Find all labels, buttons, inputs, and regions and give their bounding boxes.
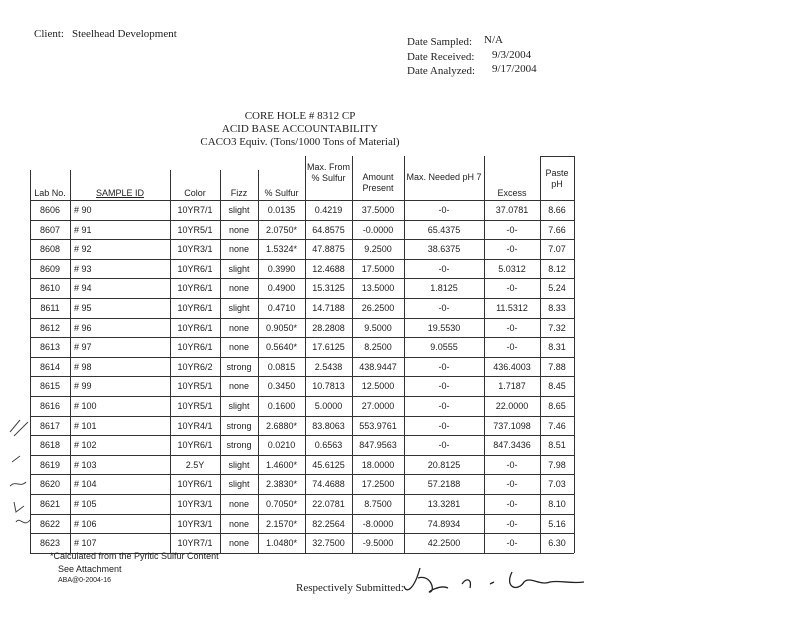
cell-fizz: strong [226, 361, 252, 372]
cell-excess: 37.0781 [495, 205, 529, 215]
cell-lab-no: 8620 [39, 479, 61, 490]
cell-max-needed-ph7: -0- [438, 440, 450, 451]
cell-fizz: strong [226, 440, 252, 451]
cell-pct-sulfur: 0.0135 [267, 205, 296, 215]
cell-paste-ph: 8.31 [548, 342, 566, 353]
cell-paste-ph: 8.65 [548, 401, 566, 411]
cell-fizz: strong [226, 420, 252, 431]
table-rule [30, 455, 574, 456]
col-header-sample-id: SAMPLE ID [95, 188, 144, 198]
cell-fizz: slight [228, 205, 250, 215]
cell-amount-present: 27.0000 [361, 401, 395, 411]
cell-pct-sulfur: 0.1600 [267, 401, 296, 411]
cell-max-needed-ph7: 19.5530 [427, 322, 461, 333]
cell-amount-present: -0.0000 [362, 224, 394, 235]
col-header-pct-sulfur: % Sulfur [264, 188, 299, 198]
cell-max-from-sulfur: 83.8063 [312, 420, 345, 431]
margin-marks [4, 410, 44, 540]
cell-amount-present: 17.2500 [361, 479, 395, 490]
cell-max-from-sulfur: 64.8575 [312, 224, 345, 235]
cell-lab-no: 8616 [39, 401, 61, 411]
table-rule [30, 435, 574, 436]
cell-paste-ph: 8.51 [548, 440, 566, 451]
col-header-lab-no: Lab No. [34, 188, 66, 198]
cell-fizz: none [228, 381, 250, 392]
table-rule [404, 156, 405, 553]
cell-amount-present: 26.2500 [361, 303, 395, 313]
cell-pct-sulfur: 2.0750* [265, 224, 298, 235]
cell-pct-sulfur: 1.4600* [265, 459, 298, 470]
cell-lab-no: 8618 [39, 440, 61, 451]
cell-fizz: none [228, 244, 250, 255]
cell-max-from-sulfur: 12.4688 [312, 263, 345, 274]
cell-pct-sulfur: 0.3990 [267, 263, 296, 274]
cell-fizz: none [228, 518, 250, 529]
cell-excess: -0- [506, 342, 518, 353]
cell-paste-ph: 7.07 [548, 244, 566, 255]
cell-paste-ph: 7.46 [548, 420, 566, 431]
cell-lab-no: 8621 [39, 499, 61, 509]
cell-max-from-sulfur: 28.2808 [312, 322, 345, 333]
cell-max-from-sulfur: 22.0781 [312, 499, 345, 509]
table-rule [352, 156, 353, 553]
cell-sample-id: # 99 [74, 381, 92, 392]
cell-lab-no: 8622 [39, 518, 61, 529]
title-aba: ACID BASE ACCOUNTABILITY [221, 123, 379, 135]
cell-paste-ph: 8.12 [548, 263, 566, 274]
cell-max-needed-ph7: 1.8125 [430, 283, 458, 294]
cell-sample-id: # 102 [74, 440, 97, 451]
cell-pct-sulfur: 0.4900 [267, 283, 296, 294]
table-rule [484, 156, 485, 553]
cell-max-from-sulfur: 45.6125 [312, 459, 345, 470]
cell-sample-id: # 106 [74, 518, 97, 529]
signature [400, 560, 600, 600]
cell-max-from-sulfur: 82.2564 [312, 518, 345, 529]
cell-max-from-sulfur: 15.3125 [312, 283, 345, 294]
cell-max-needed-ph7: -0- [438, 420, 450, 431]
cell-max-needed-ph7: -0- [438, 401, 450, 411]
cell-sample-id: # 95 [74, 303, 92, 313]
col-header-max-from-sulfur: Max. From % Sulfur [306, 162, 350, 183]
cell-pct-sulfur: 0.4710 [267, 303, 296, 313]
cell-excess: 5.0312 [498, 263, 526, 274]
cell-sample-id: # 98 [74, 361, 92, 372]
client-name: Steelhead Development [72, 28, 177, 40]
table-rule [30, 357, 574, 358]
table-rule [30, 494, 574, 495]
table-rule [30, 376, 574, 377]
cell-fizz: none [228, 283, 250, 294]
table-rule [30, 200, 574, 201]
cell-color: 10YR6/1 [177, 342, 213, 353]
cell-sample-id: # 105 [74, 499, 97, 509]
cell-excess: -0- [506, 538, 518, 549]
col-header-color: Color [184, 188, 206, 198]
col-header-fizz: Fizz [230, 188, 248, 198]
date-received-label: Date Received: [407, 51, 475, 63]
cell-color: 10YR3/1 [177, 518, 213, 529]
see-attachment: See Attachment [58, 564, 122, 574]
table-rule [30, 514, 574, 515]
cell-max-from-sulfur: 32.7500 [312, 538, 345, 549]
table-rule [30, 278, 574, 279]
title-caco3: CACO3 Equiv. (Tons/1000 Tons of Material) [200, 136, 400, 148]
date-sampled-value: N/A [484, 34, 503, 46]
cell-lab-no: 8611 [40, 303, 60, 313]
table-rule [30, 474, 574, 475]
cell-sample-id: # 107 [74, 538, 97, 549]
cell-fizz: slight [228, 303, 250, 313]
client-label: Client: [34, 28, 64, 40]
cell-lab-no: 8617 [39, 420, 61, 431]
cell-excess: -0- [506, 499, 518, 509]
cell-max-needed-ph7: -0- [438, 205, 450, 215]
cell-pct-sulfur: 0.3450 [267, 381, 296, 392]
title-core-hole: CORE HOLE # 8312 CP [244, 110, 356, 122]
cell-max-needed-ph7: -0- [438, 361, 450, 372]
cell-color: 10YR5/1 [177, 401, 213, 411]
cell-lab-no: 8607 [39, 224, 61, 235]
cell-amount-present: 847.9563 [359, 440, 397, 451]
cell-sample-id: # 91 [74, 224, 92, 235]
cell-sample-id: # 94 [74, 283, 92, 294]
cell-sample-id: # 90 [74, 205, 92, 215]
cell-pct-sulfur: 0.9050* [265, 322, 298, 333]
col-header-excess: Excess [497, 188, 527, 198]
document-code: ABA@0-2004-16 [58, 577, 112, 584]
cell-max-from-sulfur: 5.0000 [314, 401, 343, 411]
cell-lab-no: 8614 [39, 361, 61, 372]
cell-amount-present: 17.5000 [361, 263, 395, 274]
cell-pct-sulfur: 0.7050* [265, 499, 298, 509]
cell-color: 10YR3/1 [177, 499, 213, 509]
cell-lab-no: 8606 [39, 205, 61, 215]
cell-excess: -0- [506, 479, 518, 490]
cell-color: 10YR7/1 [177, 205, 213, 215]
col-header-amount-present: Amount Present [362, 172, 394, 193]
cell-max-needed-ph7: 38.6375 [427, 244, 461, 255]
cell-excess: -0- [506, 244, 518, 255]
cell-color: 10YR5/1 [177, 381, 213, 392]
cell-max-needed-ph7: -0- [438, 263, 450, 274]
date-received-value: 9/3/2004 [492, 49, 532, 61]
cell-pct-sulfur: 1.5324* [265, 244, 298, 255]
cell-lab-no: 8612 [39, 322, 61, 333]
cell-fizz: slight [228, 479, 250, 490]
cell-fizz: none [228, 342, 250, 353]
cell-max-needed-ph7: 65.4375 [427, 224, 461, 235]
cell-max-from-sulfur: 47.8875 [312, 244, 345, 255]
cell-paste-ph: 8.33 [548, 303, 566, 313]
cell-sample-id: # 103 [74, 459, 97, 470]
cell-excess: -0- [506, 518, 518, 529]
cell-color: 10YR3/1 [177, 244, 213, 255]
cell-max-needed-ph7: -0- [438, 381, 450, 392]
cell-max-from-sulfur: 0.6563 [314, 440, 343, 451]
cell-max-needed-ph7: 9.0555 [430, 342, 458, 353]
cell-excess: -0- [506, 283, 518, 294]
cell-pct-sulfur: 2.3830* [265, 479, 298, 490]
footnote: *Calculated from the Pyritic Sulfur Content [50, 551, 219, 561]
cell-pct-sulfur: 2.1570* [265, 518, 298, 529]
cell-amount-present: -9.5000 [362, 538, 394, 549]
cell-max-from-sulfur: 2.5438 [314, 361, 343, 372]
cell-sample-id: # 101 [74, 420, 97, 431]
cell-pct-sulfur: 0.5640* [265, 342, 298, 353]
cell-paste-ph: 5.24 [548, 283, 566, 294]
date-analyzed-value: 9/17/2004 [492, 63, 537, 75]
date-analyzed-label: Date Analyzed: [407, 65, 476, 77]
cell-max-needed-ph7: 74.8934 [427, 518, 461, 529]
cell-max-needed-ph7: -0- [438, 303, 450, 313]
cell-color: 2.5Y [185, 459, 205, 470]
cell-amount-present: 18.0000 [361, 459, 395, 470]
cell-paste-ph: 6.30 [548, 538, 566, 549]
cell-lab-no: 8619 [39, 459, 61, 470]
cell-max-needed-ph7: 20.8125 [427, 459, 461, 470]
cell-paste-ph: 7.03 [548, 479, 566, 490]
table-rule [30, 416, 574, 417]
cell-color: 10YR6/1 [177, 440, 213, 451]
cell-color: 10YR6/1 [177, 322, 213, 333]
cell-excess: 737.1098 [493, 420, 531, 431]
cell-excess: -0- [506, 224, 518, 235]
cell-amount-present: 8.2500 [364, 342, 392, 353]
cell-paste-ph: 8.66 [548, 205, 566, 215]
col-header-paste-ph: Paste pH [545, 168, 569, 189]
table-rule [30, 220, 574, 221]
cell-paste-ph: 7.32 [548, 322, 566, 333]
cell-excess: 11.5312 [496, 303, 528, 313]
cell-excess: 1.7187 [498, 381, 526, 392]
cell-amount-present: 8.7500 [364, 499, 392, 509]
cell-lab-no: 8608 [39, 244, 61, 255]
cell-amount-present: -8.0000 [362, 518, 394, 529]
cell-lab-no: 8615 [39, 381, 61, 392]
cell-max-from-sulfur: 14.7188 [312, 303, 345, 313]
cell-amount-present: 438.9447 [359, 361, 397, 372]
cell-fizz: none [228, 224, 250, 235]
submitted-label: Respectively Submitted: [296, 582, 404, 594]
table-rule [540, 156, 541, 553]
cell-sample-id: # 97 [74, 342, 92, 353]
cell-color: 10YR6/2 [177, 361, 213, 372]
cell-paste-ph: 8.45 [548, 381, 566, 392]
cell-excess: -0- [506, 459, 518, 470]
cell-sample-id: # 96 [74, 322, 92, 333]
cell-max-from-sulfur: 10.7813 [312, 381, 345, 392]
cell-lab-no: 8610 [39, 283, 61, 294]
table-rule [30, 337, 574, 338]
cell-sample-id: # 93 [74, 263, 92, 274]
cell-max-needed-ph7: 42.2500 [427, 538, 461, 549]
cell-sample-id: # 104 [74, 479, 97, 490]
cell-pct-sulfur: 0.0815 [267, 361, 296, 372]
cell-paste-ph: 5.16 [548, 518, 566, 529]
cell-fizz: slight [228, 459, 250, 470]
cell-color: 10YR6/1 [177, 283, 213, 294]
cell-max-needed-ph7: 13.3281 [427, 499, 461, 509]
cell-excess: 847.3436 [493, 440, 531, 451]
table-rule [30, 396, 574, 397]
cell-excess: 22.0000 [495, 401, 529, 411]
table-rule [540, 156, 574, 157]
cell-amount-present: 12.5000 [361, 381, 395, 392]
cell-paste-ph: 8.10 [548, 499, 566, 509]
cell-max-from-sulfur: 0.4219 [314, 205, 343, 215]
cell-sample-id: # 100 [74, 401, 97, 411]
table-rule [30, 533, 574, 534]
cell-color: 10YR4/1 [177, 420, 213, 431]
cell-excess: -0- [506, 322, 518, 333]
cell-amount-present: 13.5000 [361, 283, 395, 294]
cell-amount-present: 553.9761 [359, 420, 397, 431]
cell-lab-no: 8623 [39, 538, 61, 549]
table-rule [30, 239, 574, 240]
date-sampled-label: Date Sampled: [407, 36, 473, 48]
cell-fizz: slight [228, 263, 250, 274]
cell-lab-no: 8613 [39, 342, 61, 353]
cell-paste-ph: 7.88 [548, 361, 566, 372]
cell-pct-sulfur: 1.0480* [265, 538, 298, 549]
table-rule [30, 298, 574, 299]
cell-pct-sulfur: 0.0210 [267, 440, 296, 451]
cell-pct-sulfur: 2.6880* [265, 420, 298, 431]
cell-amount-present: 9.2500 [364, 244, 392, 255]
cell-amount-present: 37.5000 [361, 205, 395, 215]
table-rule [305, 156, 306, 553]
cell-fizz: none [228, 322, 250, 333]
cell-paste-ph: 7.98 [548, 459, 566, 470]
cell-fizz: slight [228, 401, 250, 411]
table-rule [30, 259, 574, 260]
cell-lab-no: 8609 [39, 263, 61, 274]
cell-max-needed-ph7: 57.2188 [427, 479, 461, 490]
cell-color: 10YR6/1 [177, 263, 213, 274]
cell-color: 10YR7/1 [177, 538, 213, 549]
cell-color: 10YR5/1 [177, 224, 213, 235]
cell-color: 10YR6/1 [177, 303, 213, 313]
cell-paste-ph: 7.66 [548, 224, 566, 235]
cell-excess: 436.4003 [493, 361, 531, 372]
cell-max-from-sulfur: 17.6125 [312, 342, 345, 353]
table-rule [30, 318, 574, 319]
col-header-max-needed-ph7: Max. Needed pH 7 [406, 172, 482, 182]
cell-color: 10YR6/1 [177, 479, 213, 490]
cell-sample-id: # 92 [74, 244, 92, 255]
table-rule [574, 156, 575, 553]
cell-fizz: none [228, 538, 250, 549]
cell-fizz: none [228, 499, 250, 509]
cell-max-from-sulfur: 74.4688 [312, 479, 345, 490]
cell-amount-present: 9.5000 [364, 322, 392, 333]
